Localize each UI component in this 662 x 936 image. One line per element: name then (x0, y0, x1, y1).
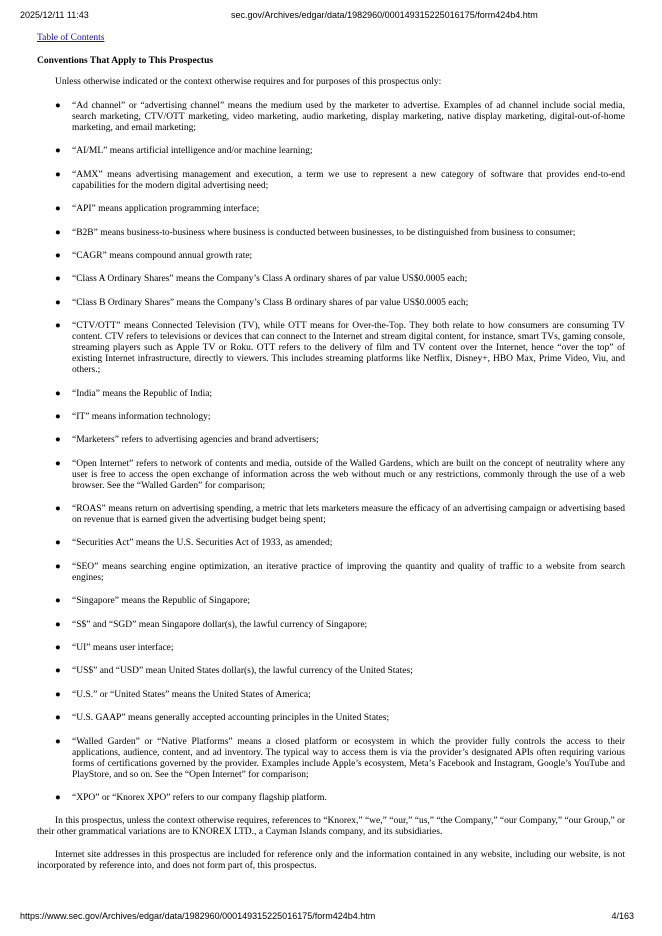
definition-item (37, 737, 625, 781)
definition-text: “Open Internet” refers to network of contents and media, outside of the Walled Gardens, which are built on the concept of neutrality where any user is free to access the open exchange of information across the web without much or any restrictions, commonly through the use of a web browser. See the “Walled Garden” for comparison; (72, 458, 625, 491)
definition-item (37, 459, 625, 492)
bullet-icon: ● (55, 504, 61, 515)
definition-item (37, 298, 625, 309)
bullet-icon: ● (55, 435, 61, 446)
definition-text: “CAGR” means compound annual growth rate; (72, 250, 253, 261)
definition-item (37, 504, 625, 526)
definition-text: “Securities Act” means the U.S. Securities Act of 1933, as amended; (72, 538, 333, 549)
definition-item (37, 321, 625, 376)
bullet-icon: ● (55, 561, 61, 572)
definition-item (37, 251, 625, 262)
definition-item (37, 412, 625, 423)
website-disclaimer-paragraph: Internet site addresses in this prospectus are included for reference only and the information contained in any website, including our website, is not incorporated by reference into, and does not form part of, this prospectus. (37, 850, 625, 872)
bullet-icon: ● (55, 101, 61, 111)
document-body (37, 33, 625, 884)
definition-text: “US$” and “USD” mean United States dollar(s), the lawful currency of the United States; (72, 666, 413, 677)
definitions-list (37, 101, 625, 804)
bullet-icon: ● (55, 146, 61, 157)
definition-text: “B2B” means business-to-business where business is conducted between businesses, to be distinguished from business to consumer; (72, 227, 576, 238)
bullet-icon: ● (55, 643, 61, 654)
bullet-icon: ● (55, 666, 61, 677)
bullet-icon: ● (55, 792, 61, 803)
definition-text: “U.S. GAAP” means generally accepted accounting principles in the United States; (72, 713, 390, 724)
definition-item (37, 204, 625, 215)
definition-text: “SEO” means searching engine optimization, an iterative practice of improving the quantity and quality of traffic to a website from search engines; (72, 561, 625, 583)
table-of-contents-link[interactable]: Table of Contents (37, 33, 105, 43)
definition-item (37, 713, 625, 724)
print-datetime: 2025/12/11 11:43 (20, 10, 89, 20)
definition-item (37, 101, 625, 134)
definition-text: “Marketers” refers to advertising agencies and brand advertisers; (72, 435, 319, 446)
definition-text: “CTV/OTT” means Connected Television (TV), while OTT means for Over-the-Top. They both relate to how consumers are consuming TV content. CTV refers to televisions or devices that can connect to the Internet and stream digital content, for instance, smart TVs, gaming console, streaming players such as Apple TV or Roku. OTT refers to the delivery of film and TV content over the Internet, hence “over the top” of existing Internet infrastructure, directly to viewers. This includes streaming platforms like Netflix, Disney+, HBO Max, Prime Video, Viu, and others.; (72, 321, 625, 376)
bullet-icon: ● (55, 274, 61, 285)
bullet-icon: ● (55, 689, 61, 700)
definition-text: “Singapore” means the Republic of Singapore; (72, 596, 251, 607)
bullet-icon: ● (55, 321, 61, 332)
bullet-icon: ● (55, 538, 61, 549)
bullet-icon: ● (55, 596, 61, 607)
definition-item (37, 620, 625, 631)
definition-text: “AI/ML” means artificial intelligence and/or machine learning; (72, 146, 313, 157)
definition-text: “Ad channel” or “advertising channel” means the medium used by the marketer to advertise. Examples of ad channel include social media, search marketing, CTV/OTT marketing, video marketing, audio marketing, display marketing, native display marketing, digital-out-of-home marketing, and email marketing; (72, 101, 625, 133)
definition-item (37, 596, 625, 607)
definition-item (37, 538, 625, 549)
bullet-icon: ● (55, 297, 61, 308)
definition-item (37, 389, 625, 400)
definition-text: “IT” means information technology; (72, 411, 211, 422)
print-page-title: sec.gov/Archives/edgar/data/1982960/000149315225016175/form424b4.htm (231, 10, 538, 20)
intro-paragraph: Unless otherwise indicated or the context otherwise requires and for purposes of this prospectus only: (55, 77, 442, 87)
definition-text: “U.S.” or “United States” means the United States of America; (72, 689, 311, 700)
definition-item (37, 170, 625, 192)
definition-item (37, 435, 625, 446)
definition-text: “XPO” or “Knorex XPO” refers to our company flagship platform. (72, 792, 327, 803)
bullet-icon: ● (55, 411, 61, 422)
definition-text: “S$” and “SGD” mean Singapore dollar(s), the lawful currency of Singapore; (72, 619, 368, 630)
definition-item (37, 228, 625, 239)
print-footer (0, 911, 662, 923)
definition-item (37, 793, 625, 804)
bullet-icon: ● (55, 227, 61, 238)
definition-text: “ROAS” means return on advertising spending, a metric that lets marketers measure the efficacy of an advertising campaign or advertising based on revenue that is earned given the advertising budget being spent; (72, 504, 625, 526)
page-number: 4/163 (611, 911, 634, 921)
definition-item (37, 562, 625, 584)
definition-text: “API” means application programming interface; (72, 204, 260, 215)
bullet-icon: ● (55, 250, 61, 261)
definition-text: “Class B Ordinary Shares” means the Company’s Class B ordinary shares of par value US$0.0005 each; (72, 297, 469, 308)
bullet-icon: ● (55, 736, 61, 747)
definition-item (37, 643, 625, 654)
bullet-icon: ● (55, 204, 61, 215)
definition-text: “India” means the Republic of India; (72, 388, 213, 399)
bullet-icon: ● (55, 388, 61, 399)
bullet-icon: ● (55, 458, 61, 469)
definition-text: “UI” means user interface; (72, 643, 174, 654)
definition-text: “Class A Ordinary Shares” means the Company’s Class A ordinary shares of par value US$0.0005 each; (72, 274, 468, 285)
definition-item (37, 666, 625, 677)
definition-text: “AMX” means advertising management and execution, a term we use to represent a new category of software that provides end-to-end capabilities for the modern digital advertising need; (72, 169, 625, 191)
definition-item (37, 690, 625, 701)
print-header (0, 10, 662, 22)
bullet-icon: ● (55, 713, 61, 724)
company-reference-paragraph: In this prospectus, unless the context otherwise requires, references to “Knorex,” “we,” “our,” “us,” “the Company,” “our Company,” “our Group,” or their other grammatical variations are to KNOREX LTD., a Cayman Islands company, and its subsidiaries. (37, 816, 625, 838)
section-title: Conventions That Apply to This Prospectus (37, 56, 214, 66)
definition-item (37, 146, 625, 157)
bullet-icon: ● (55, 169, 61, 180)
bullet-icon: ● (55, 619, 61, 630)
definition-text: “Walled Garden” or “Native Platforms” means a closed platform or ecosystem in which the provider fully controls the access to their applications, audience, content, and ad inventory. The typical way to access them is via the provider’s designated APIs often requiring various forms of certifications governed by the provider. Examples include Apple’s ecosystem, Meta’s Facebook and Instagram, Google’s YouTube and PlayStore, and so on. See the “Open Internet” for comparison; (72, 736, 625, 780)
definition-item (37, 274, 625, 285)
print-url: https://www.sec.gov/Archives/edgar/data/1982960/000149315225016175/form424b4.htm (20, 911, 376, 921)
